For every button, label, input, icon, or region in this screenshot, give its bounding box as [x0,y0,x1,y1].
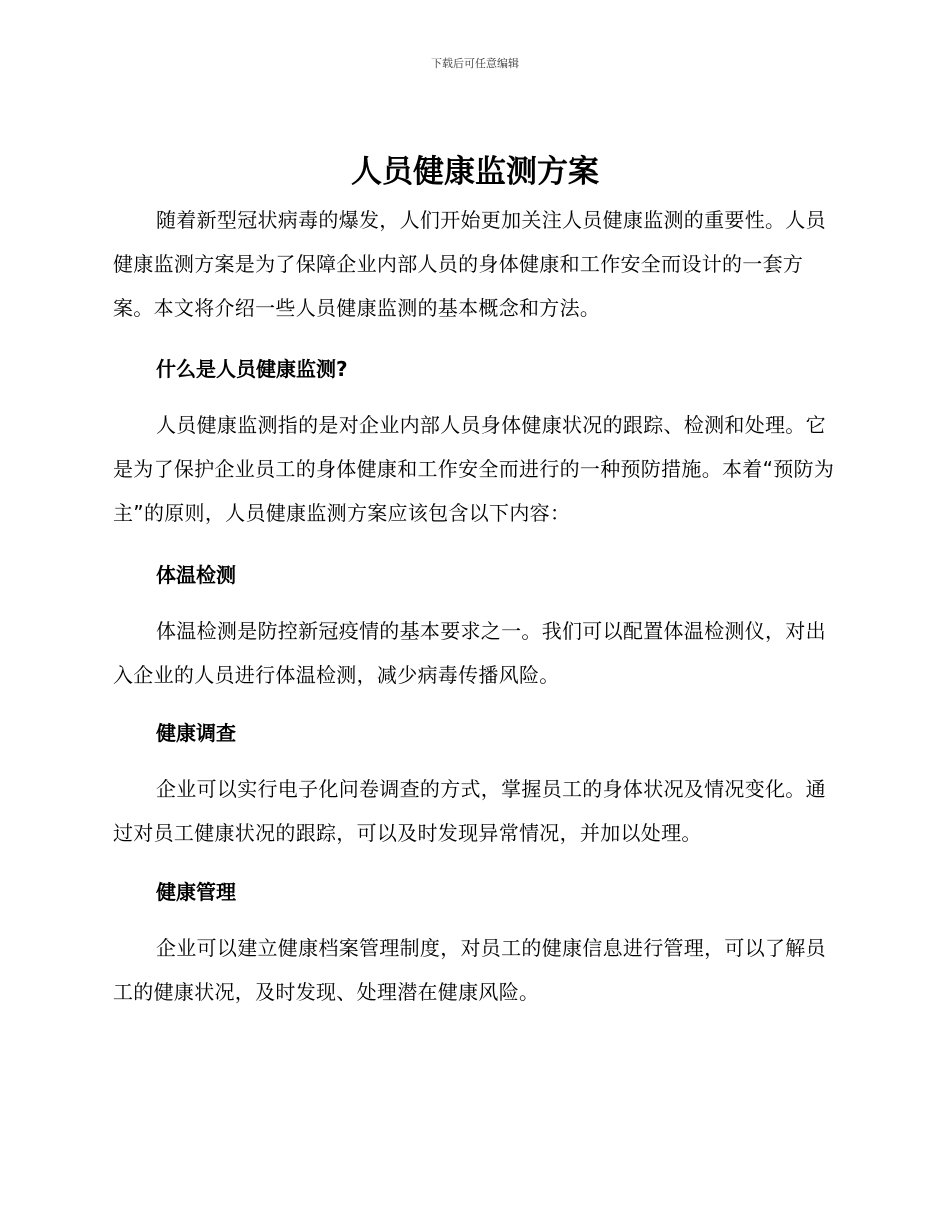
intro-paragraph: 随着新型冠状病毒的爆发，人们开始更加关注人员健康监测的重要性。人员健康监测方案是为了保障企业内部人员的身体健康和工作安全而设计的一套方案。本文将介绍一些人员健康监测的基本概念和方法。 [113,208,826,320]
section-paragraph-what-is-monitoring: 人员健康监测指的是对企业内部人员身体健康状况的跟踪、检测和处理。它是为了保护企业员工的身体健康和工作安全而进行的一种预防措施。本着“预防为主”的原则，人员健康监测方案应该包含以下内容： [113,413,835,525]
header-note: 下载后可任意编辑 [431,57,519,70]
section-paragraph-temperature-check: 体温检测是防控新冠疫情的基本要求之一。我们可以配置体温检测仪，对出入企业的人员进行体温检测，减少病毒传播风险。 [113,619,826,687]
document-title: 人员健康监测方案 [351,154,599,190]
section-paragraph-health-survey: 企业可以实行电子化问卷调查的方式，掌握员工的身体状况及情况变化。通过对员工健康状况的跟踪，可以及时发现异常情况，并加以处理。 [113,777,826,845]
section-heading-health-management: 健康管理 [156,880,236,904]
section-heading-what-is-monitoring: 什么是人员健康监测? [156,357,348,381]
section-paragraph-health-management: 企业可以建立健康档案管理制度，对员工的健康信息进行管理，可以了解员工的健康状况，及时发现、处理潜在健康风险。 [113,936,826,1004]
section-heading-health-survey: 健康调查 [156,721,236,745]
section-heading-temperature-check: 体温检测 [156,563,236,587]
